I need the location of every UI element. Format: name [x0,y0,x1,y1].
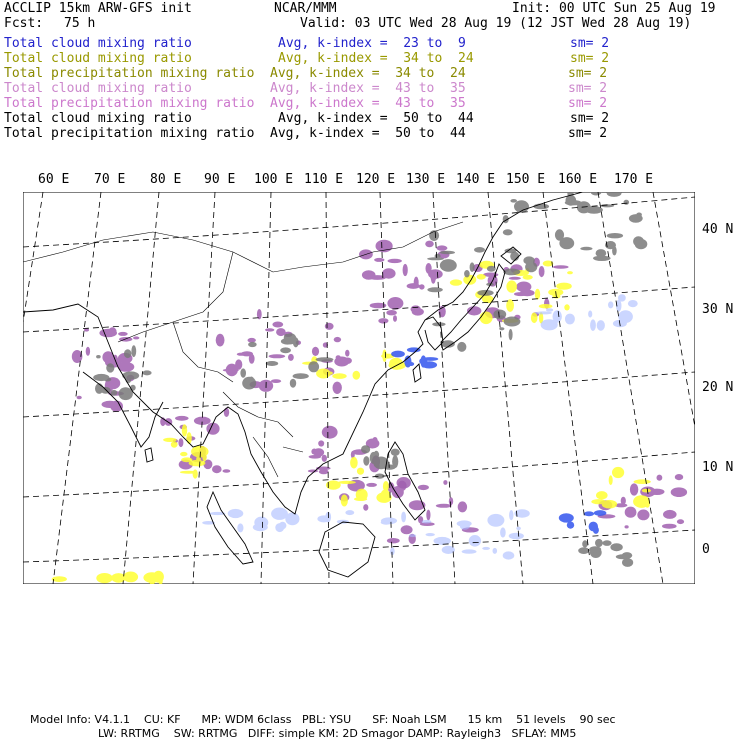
lat-label: 40 N [702,222,734,237]
legend-field-name: Total precipitation mixing ratio [4,126,255,141]
lon-label: 120 E [356,172,396,187]
lon-label: 110 E [304,172,344,187]
legend-smoothing: sm= 2 [568,66,608,81]
model-info-line1: Model Info: V4.1.1 CU: KF MP: WDM 6class PBL: YSU SF: Noah LSM 15 km 51 levels 90 sec [30,713,616,726]
forecast-map [23,192,695,584]
forecast-hours: 75 h [64,16,96,31]
lat-label: 0 [702,542,710,557]
lon-label: 160 E [558,172,598,187]
lon-label: 170 E [614,172,654,187]
lon-label: 90 E [204,172,236,187]
legend-level-range: Avg, k-index = 34 to 24 [270,66,466,81]
valid-time: Valid: 03 UTC Wed 28 Aug 19 (12 JST Wed 28 Aug 19) [300,16,692,31]
legend-level-range: Avg, k-index = 50 to 44 [278,111,474,126]
legend-smoothing: sm= 2 [570,51,610,66]
legend-smoothing: sm= 2 [570,36,610,51]
legend-field-name: Total cloud mixing ratio [4,111,192,126]
legend-level-range: Avg, k-index = 34 to 24 [278,51,474,66]
legend-field-name: Total cloud mixing ratio [4,81,192,96]
lon-label: 130 E [406,172,446,187]
lon-label: 70 E [94,172,126,187]
model-info-line2: LW: RRTMG SW: RRTMG DIFF: simple KM: 2D Smagor DAMP: Rayleigh3 SFLAY: MM5 [98,727,577,740]
legend-smoothing: sm= 2 [568,126,608,141]
model-title: ACCLIP 15km ARW-GFS init [4,1,192,16]
lat-label: 30 N [702,302,734,317]
lat-label: 20 N [702,380,734,395]
lon-label: 80 E [150,172,182,187]
legend-smoothing: sm= 2 [570,111,610,126]
lon-label: 140 E [456,172,496,187]
lat-label: 10 N [702,460,734,475]
legend-level-range: Avg, k-index = 43 to 35 [270,96,466,111]
legend-field-name: Total precipitation mixing ratio [4,66,255,81]
init-time: Init: 00 UTC Sun 25 Aug 19 [512,1,716,16]
map-panel [23,192,695,584]
legend-level-range: Avg, k-index = 23 to 9 [278,36,466,51]
forecast-label: Fcst: [4,16,44,31]
legend-smoothing: sm= 2 [568,96,608,111]
legend-field-name: Total cloud mixing ratio [4,51,192,66]
lon-label: 100 E [254,172,294,187]
legend-level-range: Avg, k-index = 50 to 44 [270,126,466,141]
legend-field-name: Total cloud mixing ratio [4,36,192,51]
org-label: NCAR/MMM [274,1,337,16]
legend-level-range: Avg, k-index = 43 to 35 [270,81,466,96]
lon-label: 60 E [38,172,70,187]
legend-smoothing: sm= 2 [568,81,608,96]
legend-field-name: Total precipitation mixing ratio [4,96,255,111]
lon-label: 150 E [506,172,546,187]
